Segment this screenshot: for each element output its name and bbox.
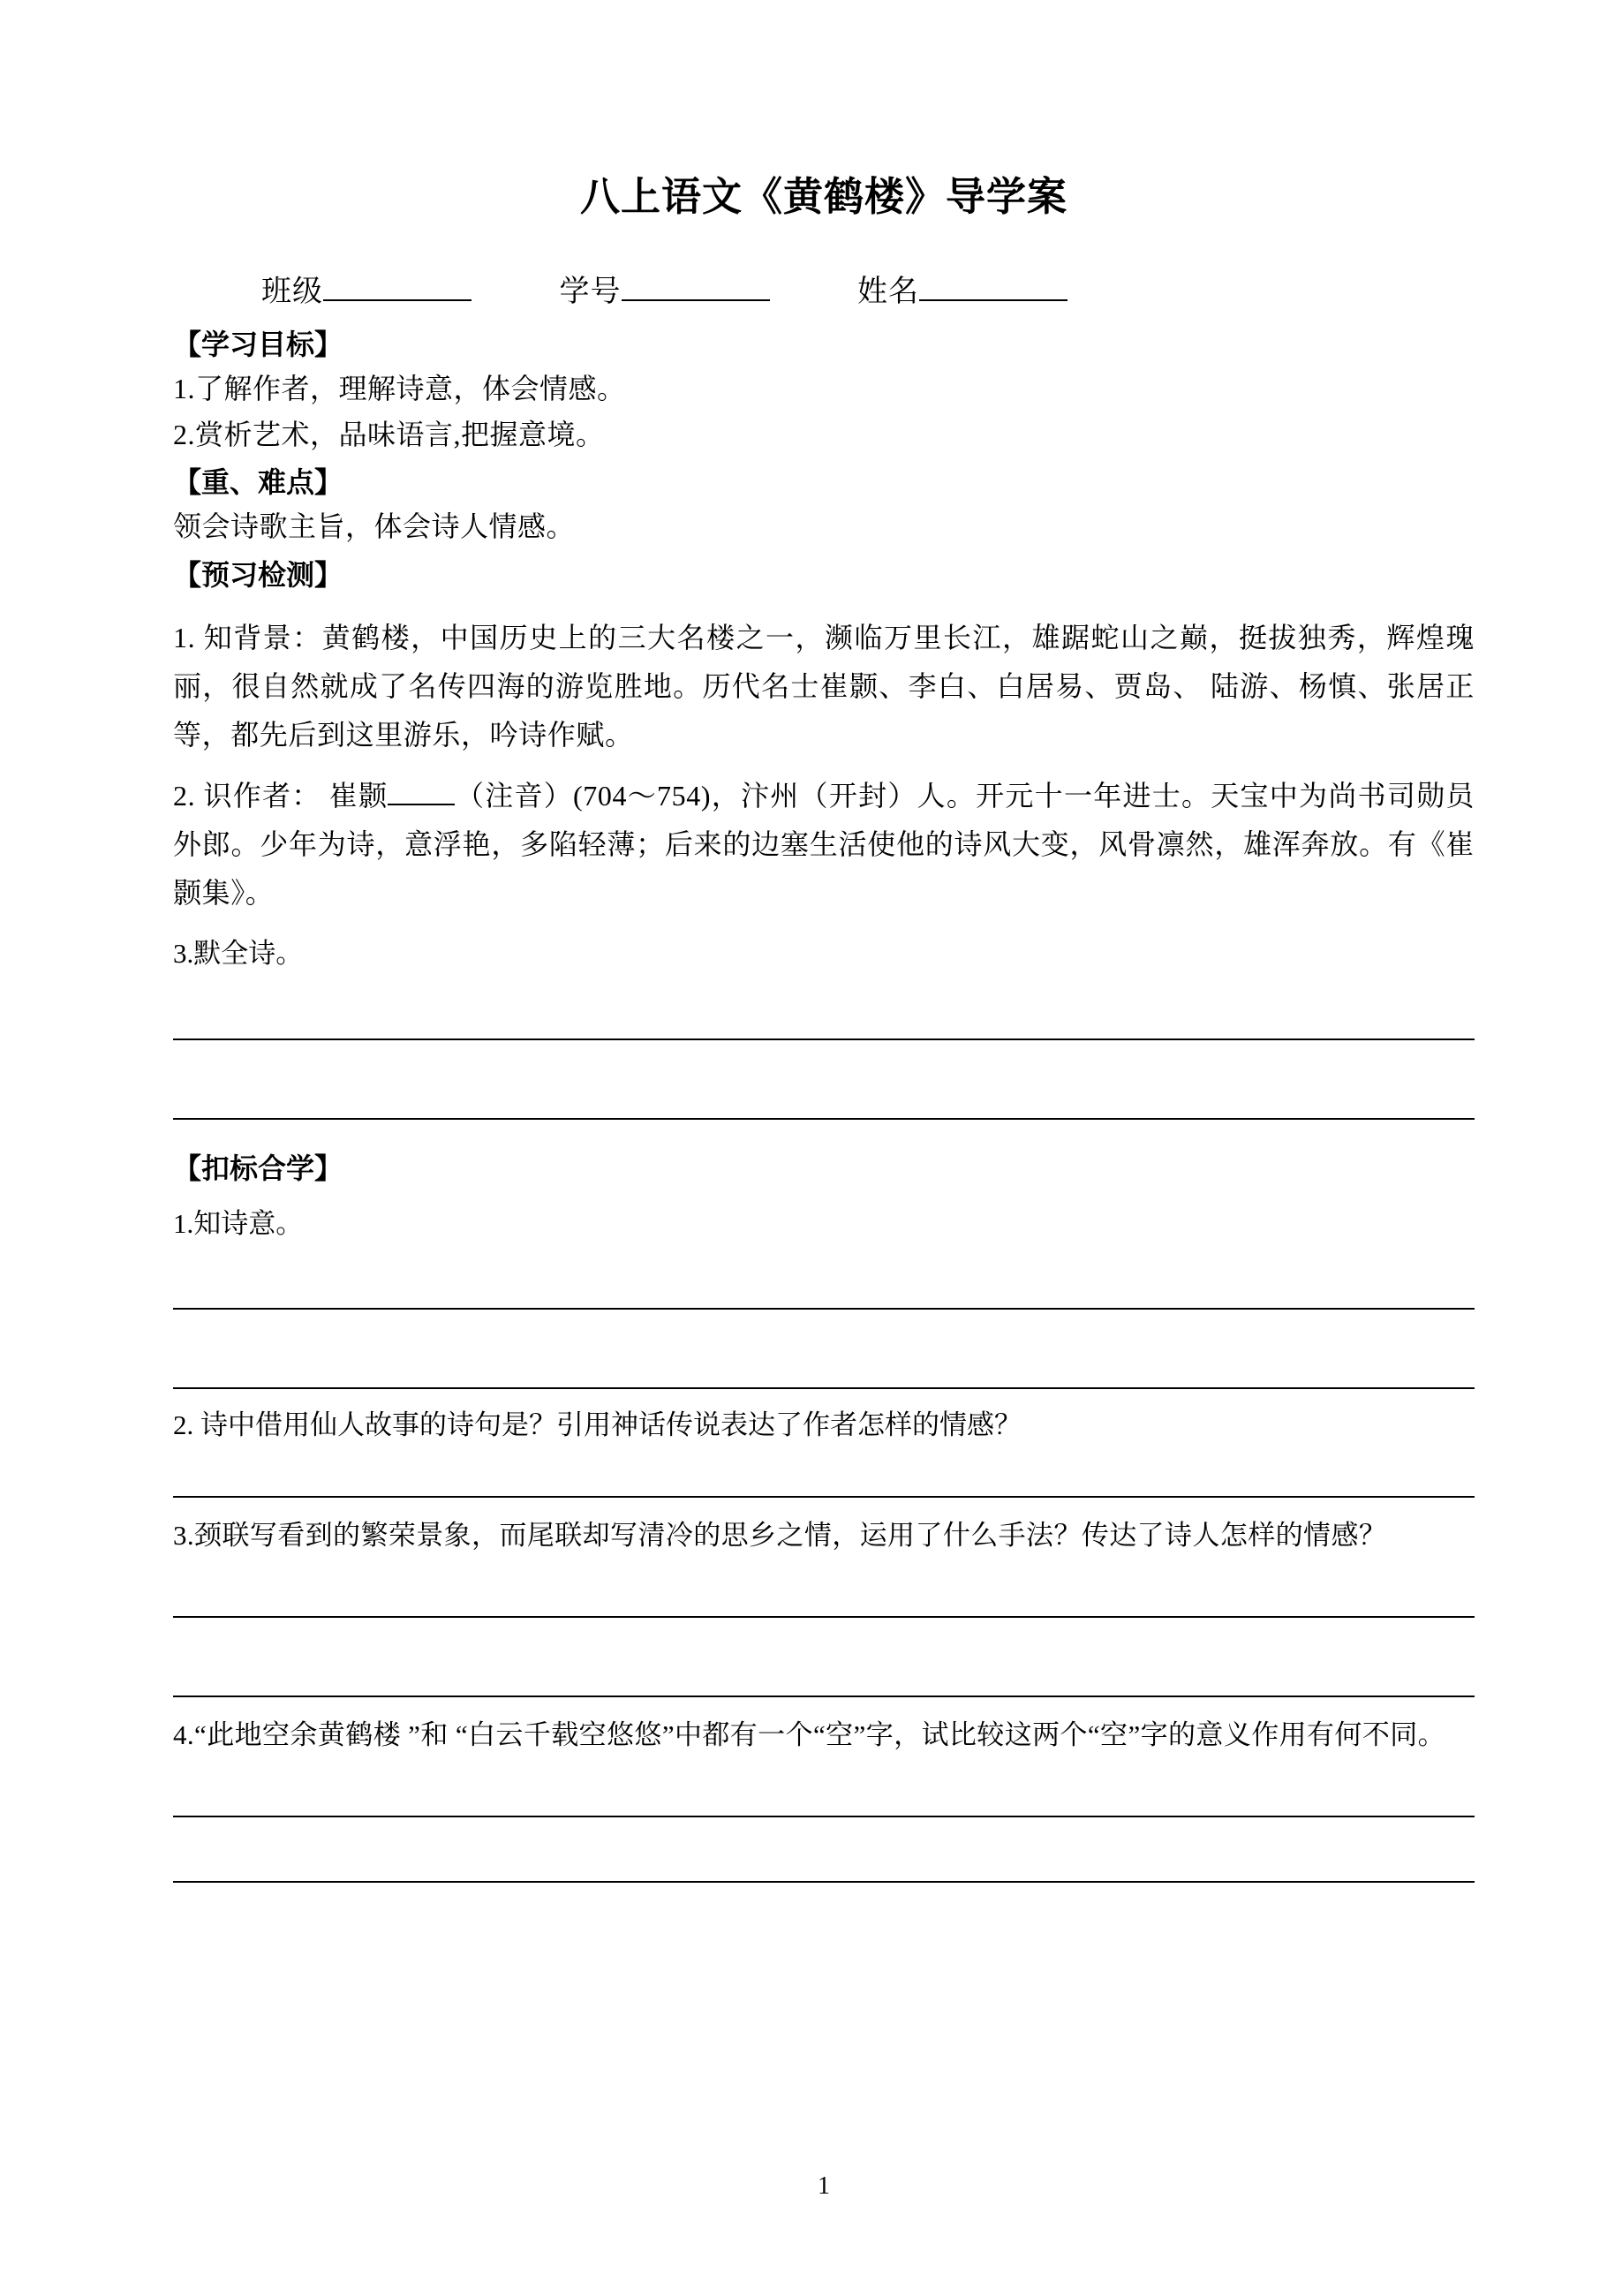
- student-id-field[interactable]: [560, 267, 770, 310]
- author-pinyin-blank[interactable]: [388, 804, 455, 805]
- answer-rule-q1-2[interactable]: [173, 1387, 1475, 1389]
- name-field[interactable]: [857, 267, 1068, 310]
- preview-item-2-prefix: 2. 识作者： 崔颢: [173, 779, 389, 812]
- student-id-blank[interactable]: [622, 299, 770, 301]
- student-id-label: 学号: [559, 276, 622, 308]
- preview-item-1: 1. 知背景：黄鹤楼，中国历史上的三大名楼之一，濒临万里长江，雄踞蛇山之巅，挺拔独秀，辉煌瑰丽，很自然就成了名传四海的游览胜地。历代名士崔颢、李白、白居易、贾岛、 陆游、杨慎、张居正等，都先后到这里游乐，吟诗作赋。: [173, 621, 1475, 751]
- preview-item-2: [173, 772, 1475, 918]
- class-blank[interactable]: [323, 299, 472, 301]
- collaborative-question-2: 2. 诗中借用仙人故事的诗句是？引用神话传说表达了作者怎样的情感？: [173, 1409, 1022, 1441]
- answer-rule-q2-1[interactable]: [173, 1496, 1475, 1498]
- page-content: [173, 0, 1475, 1883]
- objective-item-1: 1.了解作者，理解诗意，体会情感。: [173, 373, 626, 405]
- class-field[interactable]: [261, 267, 472, 310]
- preview-item-2-suffix: （注音）(704～754)，汴州（开封）人。开元十一年进士。天宝中为尚书司勋员外郎。少年为诗，意浮艳，多陷轻薄；后来的边塞生活使他的诗风大变，风骨凛然，雄浑奔放。有《崔颢集》。: [173, 779, 1475, 910]
- objectives-heading: 【学习目标】: [173, 328, 343, 361]
- name-blank[interactable]: [919, 299, 1068, 301]
- preview-heading: 【预习检测】: [173, 557, 343, 592]
- name-label: 姓名: [857, 276, 919, 308]
- objective-item-2: 2.赏析艺术，品味语言,把握意境。: [173, 418, 605, 450]
- page-number: 1: [818, 2172, 830, 2200]
- answer-rule-q4-2[interactable]: [173, 1881, 1475, 1883]
- collaborative-heading: 【扣标合学】: [173, 1151, 343, 1185]
- page-title: 八上语文《黄鹤楼》导学案: [579, 175, 1068, 219]
- preview-item-3: 3.默全诗。: [173, 938, 304, 970]
- identity-row: [173, 267, 1475, 310]
- key-points-heading: 【重、难点】: [173, 465, 343, 500]
- class-label: 班级: [261, 276, 323, 308]
- answer-rule-q3-2[interactable]: [173, 1696, 1475, 1697]
- answer-rule-preview-2[interactable]: [173, 1118, 1475, 1120]
- key-points-text: 领会诗歌主旨，体会诗人情感。: [173, 510, 576, 543]
- collaborative-question-4: 4.“此地空余黄鹤楼 ”和 “白云千载空悠悠”中都有一个“空”字，试比较这两个“空”字的意义作用有何不同。: [173, 1719, 1446, 1750]
- collaborative-question-1: 1.知诗意。: [173, 1207, 304, 1239]
- collaborative-question-3: 3.颈联写看到的繁荣景象，而尾联却写清冷的思乡之情，运用了什么手法？传达了诗人怎样的情感？: [173, 1519, 1387, 1551]
